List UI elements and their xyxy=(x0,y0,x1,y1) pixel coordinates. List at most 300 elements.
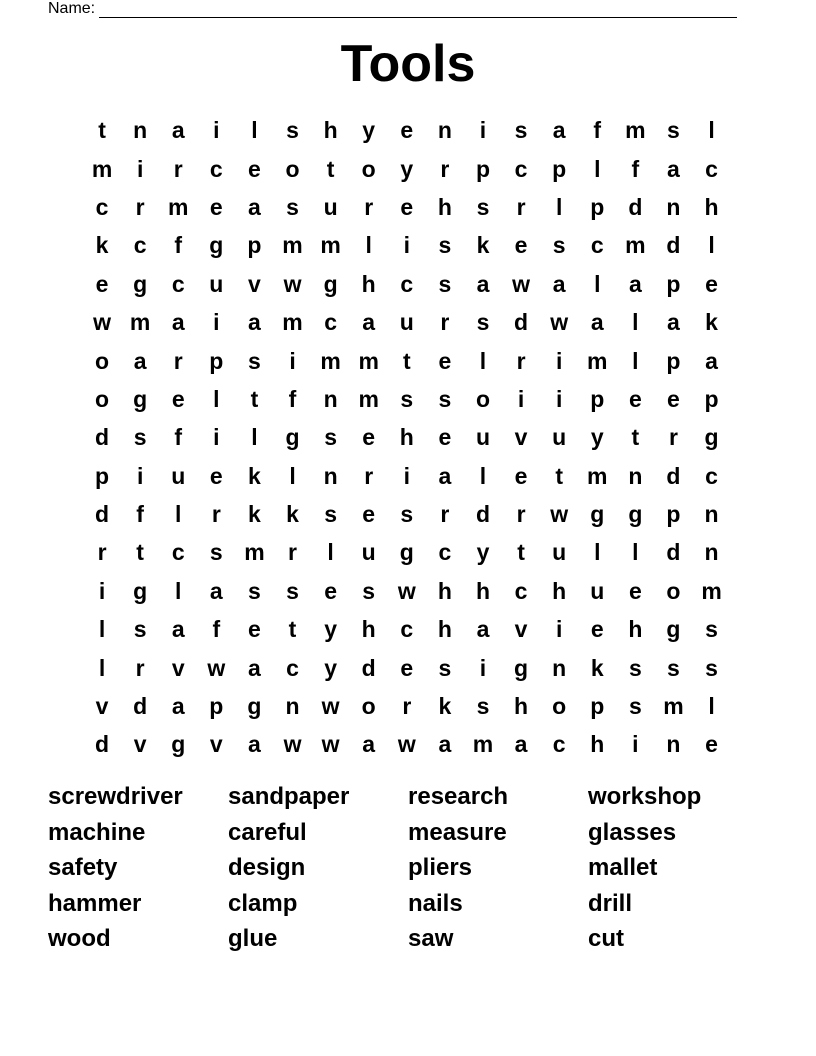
grid-letter: s xyxy=(628,654,642,681)
grid-letter: l xyxy=(632,347,639,374)
grid-letter: s xyxy=(476,193,490,220)
grid-letter: a xyxy=(552,117,566,144)
grid-letter: a xyxy=(248,654,261,681)
grid-letter: p xyxy=(666,501,681,528)
grid-letter: e xyxy=(171,385,185,412)
word-list-item: machine xyxy=(48,818,146,846)
grid-letter: g xyxy=(285,424,300,451)
grid-letter: c xyxy=(705,462,718,489)
grid-letter: t xyxy=(517,539,525,566)
grid-letter: o xyxy=(361,693,376,720)
grid-letter: i xyxy=(213,309,220,336)
grid-letter: m xyxy=(244,539,265,566)
grid-letter: m xyxy=(701,577,722,604)
grid-letter: e xyxy=(628,385,642,412)
grid-letter: s xyxy=(324,424,337,451)
grid-letter: s xyxy=(476,693,490,720)
grid-letter: m xyxy=(358,347,379,374)
grid-letter: m xyxy=(129,309,151,336)
grid-letter: s xyxy=(286,193,299,220)
grid-letter: a xyxy=(171,616,185,643)
grid-letter: e xyxy=(667,385,680,412)
grid-letter: n xyxy=(133,117,148,144)
grid-letter: o xyxy=(95,385,110,412)
grid-letter: a xyxy=(552,270,566,297)
grid-letter: s xyxy=(324,501,337,528)
grid-letter: n xyxy=(666,731,681,758)
grid-letter: v xyxy=(514,424,528,451)
grid-letter: d xyxy=(133,693,148,720)
grid-row xyxy=(83,648,733,686)
grid-letter: i xyxy=(403,462,410,489)
grid-letter: s xyxy=(667,117,680,144)
grid-letter: s xyxy=(667,654,680,681)
grid-letter: a xyxy=(438,462,452,489)
grid-row xyxy=(83,418,733,456)
grid-letter: l xyxy=(98,654,106,681)
grid-letter: l xyxy=(251,424,258,451)
grid-letter: a xyxy=(248,731,261,758)
grid-letter: w xyxy=(550,501,569,528)
grid-letter: l xyxy=(479,347,487,374)
grid-letter: g xyxy=(133,270,148,297)
grid-letter: r xyxy=(516,193,526,220)
grid-letter: k xyxy=(248,462,261,489)
word-list-item: clamp xyxy=(228,889,298,917)
grid-letter: i xyxy=(517,385,525,412)
grid-letter: l xyxy=(175,577,182,604)
grid-letter: y xyxy=(590,424,604,451)
grid-letter: i xyxy=(98,577,106,604)
word-list-item: nails xyxy=(408,889,463,917)
grid-letter: m xyxy=(625,117,646,144)
grid-letter: n xyxy=(666,193,681,220)
grid-letter: u xyxy=(552,539,567,566)
word-list-item: wood xyxy=(48,925,111,953)
grid-letter: l xyxy=(175,501,182,528)
grid-letter: s xyxy=(705,616,718,643)
grid-letter: r xyxy=(668,424,678,451)
grid-letter: t xyxy=(98,117,106,144)
grid-letter: h xyxy=(437,193,452,220)
grid-letter: p xyxy=(666,347,681,374)
grid-letter: s xyxy=(286,577,299,604)
grid-letter: v xyxy=(248,270,261,297)
grid-letter: w xyxy=(93,309,111,336)
grid-letter: a xyxy=(590,309,604,336)
grid-letter: p xyxy=(209,693,224,720)
grid-letter: w xyxy=(512,270,531,297)
grid-letter: y xyxy=(400,155,414,182)
grid-letter: n xyxy=(704,539,719,566)
word-search-grid xyxy=(83,111,733,764)
grid-letter: n xyxy=(704,501,719,528)
grid-letter: f xyxy=(288,385,297,412)
grid-letter: m xyxy=(282,309,303,336)
grid-letter: h xyxy=(475,577,491,604)
grid-letter: c xyxy=(171,539,185,566)
grid-letter: p xyxy=(590,693,605,720)
grid-letter: c xyxy=(171,270,185,297)
word-list-item: pliers xyxy=(408,854,473,882)
grid-letter: w xyxy=(550,309,569,336)
grid-letter: w xyxy=(397,577,416,604)
grid-letter: r xyxy=(288,539,297,566)
grid-letter: p xyxy=(666,270,681,297)
grid-letter: i xyxy=(403,232,410,259)
grid-letter: s xyxy=(248,577,261,604)
grid-letter: c xyxy=(400,270,414,297)
grid-letter: m xyxy=(587,462,608,489)
grid-letter: i xyxy=(136,155,144,182)
grid-letter: e xyxy=(95,270,109,297)
grid-letter: m xyxy=(587,347,608,374)
grid-letter: l xyxy=(594,155,601,182)
grid-row xyxy=(83,457,733,495)
grid-letter: k xyxy=(590,654,604,681)
grid-letter: d xyxy=(666,232,681,259)
grid-letter: p xyxy=(590,385,605,412)
grid-letter: n xyxy=(552,654,567,681)
grid-letter: p xyxy=(95,462,110,489)
grid-letter: a xyxy=(248,309,261,336)
grid-letter: y xyxy=(362,117,376,144)
grid-letter: u xyxy=(475,424,491,451)
word-list-item: cut xyxy=(588,925,624,953)
grid-letter: i xyxy=(479,654,487,681)
grid-letter: h xyxy=(437,616,452,643)
grid-letter: w xyxy=(283,731,302,758)
grid-letter: a xyxy=(209,577,223,604)
grid-letter: k xyxy=(705,309,718,336)
grid-row xyxy=(83,265,733,303)
grid-letter: t xyxy=(288,616,297,643)
grid-letter: m xyxy=(282,232,303,259)
grid-letter: s xyxy=(514,117,528,144)
word-list-item: design xyxy=(228,854,306,882)
grid-letter: i xyxy=(136,462,144,489)
grid-letter: c xyxy=(95,193,109,220)
grid-letter: l xyxy=(289,462,296,489)
grid-letter: g xyxy=(323,270,338,297)
grid-letter: c xyxy=(590,232,604,259)
grid-letter: e xyxy=(400,193,414,220)
grid-letter: g xyxy=(247,693,262,720)
grid-letter: u xyxy=(209,270,224,297)
grid-letter: g xyxy=(209,232,224,259)
grid-letter: d xyxy=(666,462,681,489)
grid-letter: i xyxy=(555,347,563,374)
grid-letter: a xyxy=(476,616,490,643)
grid-letter: l xyxy=(327,539,334,566)
grid-letter: e xyxy=(362,501,376,528)
grid-letter: e xyxy=(514,462,528,489)
grid-letter: l xyxy=(479,462,487,489)
grid-letter: r xyxy=(135,193,145,220)
grid-letter: f xyxy=(212,616,221,643)
grid-letter: t xyxy=(631,424,640,451)
grid-letter: f xyxy=(174,424,183,451)
word-list-item: research xyxy=(408,783,509,810)
grid-letter: c xyxy=(133,232,147,259)
word-list-item: careful xyxy=(228,818,307,846)
grid-letter: s xyxy=(552,232,566,259)
grid-letter: r xyxy=(173,155,183,182)
grid-letter: d xyxy=(628,193,643,220)
grid-letter: h xyxy=(590,731,605,758)
grid-row xyxy=(83,111,733,149)
grid-letter: y xyxy=(324,654,337,681)
grid-letter: a xyxy=(362,731,376,758)
grid-letter: m xyxy=(663,693,684,720)
grid-letter: a xyxy=(171,117,185,144)
grid-letter: d xyxy=(514,309,529,336)
grid-letter: a xyxy=(476,270,490,297)
grid-letter: p xyxy=(704,385,719,412)
grid-letter: a xyxy=(171,309,185,336)
grid-letter: r xyxy=(516,501,526,528)
grid-letter: r xyxy=(364,193,374,220)
grid-letter: t xyxy=(136,539,144,566)
grid-letter: u xyxy=(323,193,338,220)
grid-letter: t xyxy=(250,385,259,412)
grid-letter: u xyxy=(552,424,567,451)
grid-letter: s xyxy=(209,539,223,566)
grid-letter: v xyxy=(209,731,223,758)
word-list-item: glasses xyxy=(588,818,677,846)
grid-letter: e xyxy=(400,117,414,144)
grid-letter: i xyxy=(479,117,487,144)
grid-letter: n xyxy=(437,117,452,144)
grid-letter: h xyxy=(704,193,719,220)
grid-letter: m xyxy=(320,232,341,259)
grid-letter: e xyxy=(705,270,718,297)
grid-letter: n xyxy=(323,385,338,412)
grid-letter: r xyxy=(173,347,183,374)
grid-letter: e xyxy=(705,731,718,758)
grid-row xyxy=(83,226,733,264)
name-label: Name: xyxy=(48,0,96,17)
grid-letter: f xyxy=(136,501,144,528)
grid-letter: r xyxy=(440,501,450,528)
grid-letter: m xyxy=(358,385,379,412)
grid-letter: s xyxy=(438,654,452,681)
grid-letter: d xyxy=(361,654,376,681)
grid-letter: p xyxy=(475,155,491,182)
grid-letter: v xyxy=(514,616,528,643)
grid-letter: c xyxy=(324,309,337,336)
grid-letter: a xyxy=(438,731,452,758)
name-underline xyxy=(99,2,737,18)
grid-letter: s xyxy=(438,270,452,297)
grid-letter: l xyxy=(98,616,106,643)
grid-letter: e xyxy=(590,616,604,643)
grid-letter: e xyxy=(400,654,414,681)
word-list-item: measure xyxy=(408,818,507,846)
grid-letter: f xyxy=(593,117,602,144)
grid-letter: p xyxy=(247,232,262,259)
grid-letter: l xyxy=(594,539,601,566)
grid-letter: l xyxy=(708,232,715,259)
grid-letter: o xyxy=(475,385,491,412)
grid-letter: e xyxy=(362,424,376,451)
grid-letter: e xyxy=(514,232,528,259)
grid-letter: v xyxy=(133,731,147,758)
grid-letter: r xyxy=(135,654,145,681)
grid-letter: a xyxy=(133,347,147,374)
grid-letter: o xyxy=(361,155,376,182)
grid-letter: g xyxy=(590,501,605,528)
grid-letter: g xyxy=(666,616,681,643)
grid-letter: v xyxy=(171,654,185,681)
grid-letter: w xyxy=(321,731,340,758)
grid-letter: h xyxy=(323,117,338,144)
grid-letter: k xyxy=(95,232,109,259)
grid-letter: m xyxy=(472,731,494,758)
grid-letter: e xyxy=(209,193,223,220)
grid-letter: k xyxy=(248,501,261,528)
grid-letter: c xyxy=(514,577,528,604)
grid-letter: h xyxy=(437,577,452,604)
grid-letter: g xyxy=(704,424,719,451)
grid-letter: t xyxy=(402,347,411,374)
grid-letter: n xyxy=(323,462,338,489)
grid-letter: g xyxy=(133,385,148,412)
grid-letter: g xyxy=(628,501,643,528)
grid-letter: a xyxy=(514,731,528,758)
grid-letter: f xyxy=(631,155,640,182)
grid-letter: o xyxy=(552,693,567,720)
grid-letter: w xyxy=(283,270,302,297)
grid-letter: a xyxy=(667,309,680,336)
grid-letter: n xyxy=(628,462,643,489)
grid-letter: l xyxy=(251,117,258,144)
grid-letter: a xyxy=(248,193,261,220)
grid-letter: l xyxy=(632,309,639,336)
grid-letter: d xyxy=(666,539,681,566)
grid-letter: c xyxy=(514,155,528,182)
grid-letter: a xyxy=(628,270,642,297)
word-list-item: drill xyxy=(588,889,633,917)
grid-letter: c xyxy=(286,654,299,681)
grid-letter: h xyxy=(361,616,376,643)
grid-letter: s xyxy=(476,309,490,336)
grid-letter: g xyxy=(171,731,186,758)
grid-letter: a xyxy=(171,693,185,720)
grid-letter: w xyxy=(207,654,226,681)
grid-letter: n xyxy=(285,693,300,720)
grid-letter: u xyxy=(361,539,376,566)
word-list-item: sandpaper xyxy=(228,783,350,810)
word-list-item: workshop xyxy=(588,783,702,810)
grid-letter: u xyxy=(590,577,605,604)
grid-letter: i xyxy=(555,616,563,643)
grid-letter: e xyxy=(438,424,452,451)
grid-letter: i xyxy=(555,385,563,412)
grid-letter: o xyxy=(95,347,110,374)
word-list-item: hammer xyxy=(48,889,142,917)
grid-letter: o xyxy=(666,577,681,604)
grid-letter: s xyxy=(438,385,452,412)
grid-letter: m xyxy=(91,155,113,182)
grid-letter: a xyxy=(667,155,680,182)
grid-letter: c xyxy=(438,539,452,566)
grid-letter: e xyxy=(248,616,261,643)
grid-row xyxy=(83,341,733,379)
grid-row xyxy=(83,303,733,341)
grid-letter: i xyxy=(213,117,220,144)
grid-letter: d xyxy=(95,731,110,758)
grid-letter: l xyxy=(632,539,639,566)
grid-letter: l xyxy=(213,385,220,412)
grid-letter: a xyxy=(362,309,376,336)
grid-letter: p xyxy=(552,155,567,182)
grid-row xyxy=(83,572,733,610)
word-list-item: glue xyxy=(228,925,278,953)
grid-letter: r xyxy=(364,462,374,489)
grid-row xyxy=(83,725,733,763)
grid-row xyxy=(83,188,733,226)
grid-row xyxy=(83,533,733,571)
grid-letter: d xyxy=(95,501,110,528)
grid-letter: u xyxy=(399,309,414,336)
grid-letter: r xyxy=(440,155,450,182)
grid-letter: g xyxy=(514,654,529,681)
grid-letter: e xyxy=(438,347,452,374)
grid-letter: c xyxy=(209,155,223,182)
grid-letter: r xyxy=(516,347,526,374)
grid-letter: r xyxy=(440,309,450,336)
grid-letter: s xyxy=(133,616,147,643)
grid-letter: s xyxy=(286,117,299,144)
word-list-item: saw xyxy=(408,925,454,953)
grid-letter: c xyxy=(400,616,414,643)
grid-letter: y xyxy=(476,539,490,566)
grid-row xyxy=(83,687,733,725)
grid-letter: w xyxy=(397,731,416,758)
grid-letter: c xyxy=(552,731,566,758)
grid-letter: e xyxy=(628,577,642,604)
grid-letter: e xyxy=(324,577,337,604)
grid-letter: i xyxy=(632,731,639,758)
grid-letter: a xyxy=(705,347,718,374)
grid-letter: f xyxy=(174,232,183,259)
grid-letter: t xyxy=(555,462,563,489)
grid-letter: y xyxy=(324,616,337,643)
grid-letter: e xyxy=(209,462,223,489)
grid-letter: e xyxy=(248,155,261,182)
grid-letter: t xyxy=(326,155,335,182)
grid-letter: h xyxy=(399,424,414,451)
grid-letter: l xyxy=(555,193,563,220)
grid-letter: l xyxy=(708,117,715,144)
word-list xyxy=(48,779,768,957)
grid-letter: h xyxy=(628,616,643,643)
grid-row xyxy=(83,495,733,533)
grid-letter: s xyxy=(248,347,261,374)
grid-letter: r xyxy=(97,539,107,566)
grid-letter: m xyxy=(625,232,646,259)
grid-letter: d xyxy=(475,501,491,528)
grid-row xyxy=(83,380,733,418)
grid-letter: l xyxy=(594,270,601,297)
grid-letter: s xyxy=(400,501,414,528)
grid-letter: p xyxy=(209,347,224,374)
page-title: Tools xyxy=(340,35,476,93)
grid-letter: g xyxy=(133,577,148,604)
grid-letter: o xyxy=(285,155,300,182)
grid-letter: s xyxy=(362,577,376,604)
